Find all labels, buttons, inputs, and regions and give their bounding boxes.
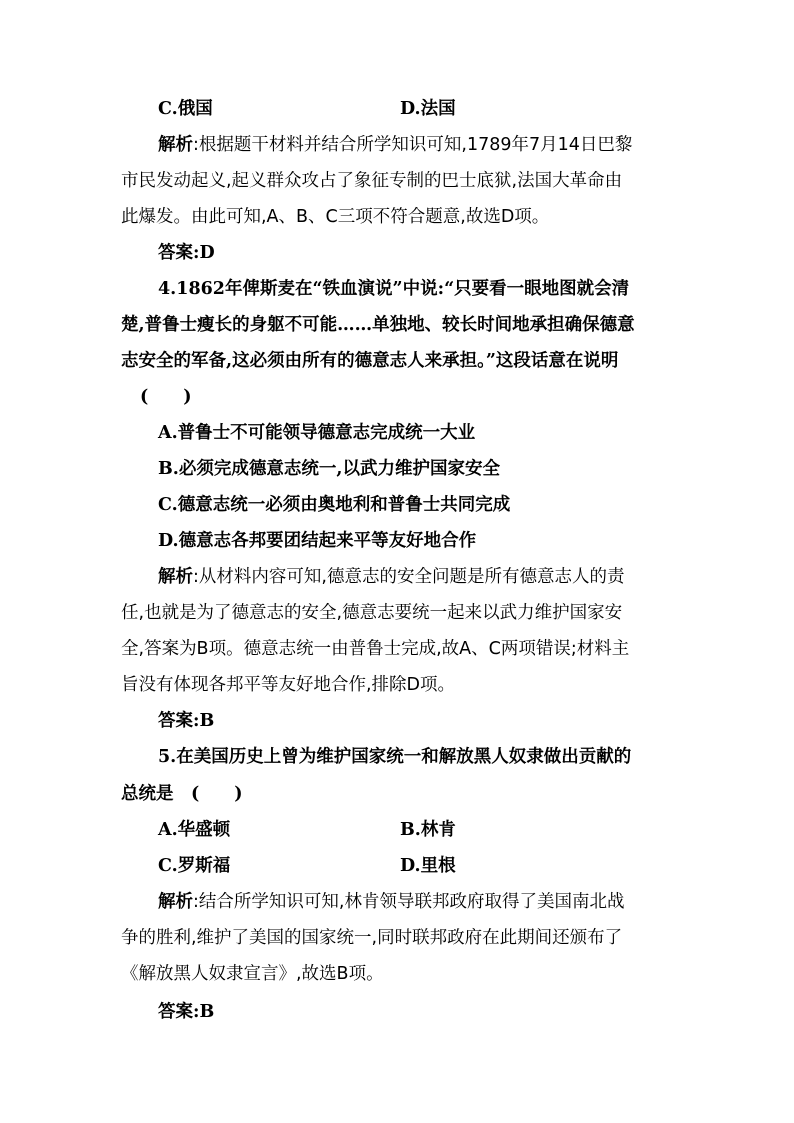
q4-option-c: C.德意志统一必须由奥地利和普鲁士共同完成: [158, 495, 511, 515]
q5-option-a: A.华盛顿: [158, 820, 231, 840]
q3-answer: 答案:D: [158, 243, 215, 263]
q4-analysis-line-4: 旨没有体现各邦平等友好地合作,排除D项。: [121, 675, 456, 695]
q4-analysis-label: 解析: [158, 567, 193, 587]
q3-analysis-line-1: 解析:根据题干材料并结合所学知识可知,1789年7月14日巴黎: [158, 135, 633, 155]
q4-stem-line-4: ( ): [140, 387, 192, 407]
q5-analysis-line-1: 解析:结合所学知识可知,林肯领导联邦政府取得了美国南北战: [158, 892, 625, 912]
q5-analysis-line-2: 争的胜利,维护了美国的国家统一,同时联邦政府在此期间还颁布了: [121, 928, 623, 948]
q5-analysis-line-3: 《解放黑人奴隶宣言》,故选B项。: [121, 964, 384, 984]
q5-stem-line-1: 5.在美国历史上曾为维护国家统一和解放黑人奴隶做出贡献的: [158, 747, 632, 767]
q3-analysis-line-2: 市民发动起义,起义群众攻占了象征专制的巴士底狱,法国大革命由: [121, 171, 623, 191]
q5-option-b: B.林肯: [400, 820, 456, 840]
q5-stem-line-2: 总统是 ( ): [121, 784, 243, 804]
q4-stem-line-1: 4.1862年俾斯麦在“铁血演说”中说:“只要看一眼地图就会清: [158, 279, 630, 299]
q4-option-d: D.德意志各邦要团结起来平等友好地合作: [158, 531, 477, 551]
q4-stem-line-3: 志安全的军备,这必须由所有的德意志人来承担。”这段话意在说明: [121, 351, 619, 371]
q3-analysis-line-3: 此爆发。由此可知,A、B、C三项不符合题意,故选D项。: [121, 207, 550, 227]
q3-analysis-label: 解析: [158, 135, 193, 155]
q4-analysis-line-2: 任,也就是为了德意志的安全,德意志要统一起来以武力维护国家安: [121, 603, 623, 623]
q4-analysis-line-1: 解析:从材料内容可知,德意志的安全问题是所有德意志人的责: [158, 567, 625, 587]
q3-option-c: C.俄国: [158, 99, 213, 119]
q4-option-b: B.必须完成德意志统一,以武力维护国家安全: [158, 459, 500, 479]
q4-option-a: A.普鲁士不可能领导德意志完成统一大业: [158, 423, 476, 443]
q5-option-c: C.罗斯福: [158, 856, 231, 876]
q3-option-d: D.法国: [400, 99, 456, 119]
q5-analysis-label: 解析: [158, 892, 193, 912]
q4-stem-line-2: 楚,普鲁士瘦长的身躯不可能……单独地、较长时间地承担确保德意: [121, 315, 635, 335]
q5-option-d: D.里根: [400, 856, 456, 876]
q4-analysis-line-3: 全,答案为B项。德意志统一由普鲁士完成,故A、C两项错误;材料主: [121, 639, 630, 659]
q4-answer: 答案:B: [158, 711, 215, 731]
q5-answer: 答案:B: [158, 1002, 215, 1022]
